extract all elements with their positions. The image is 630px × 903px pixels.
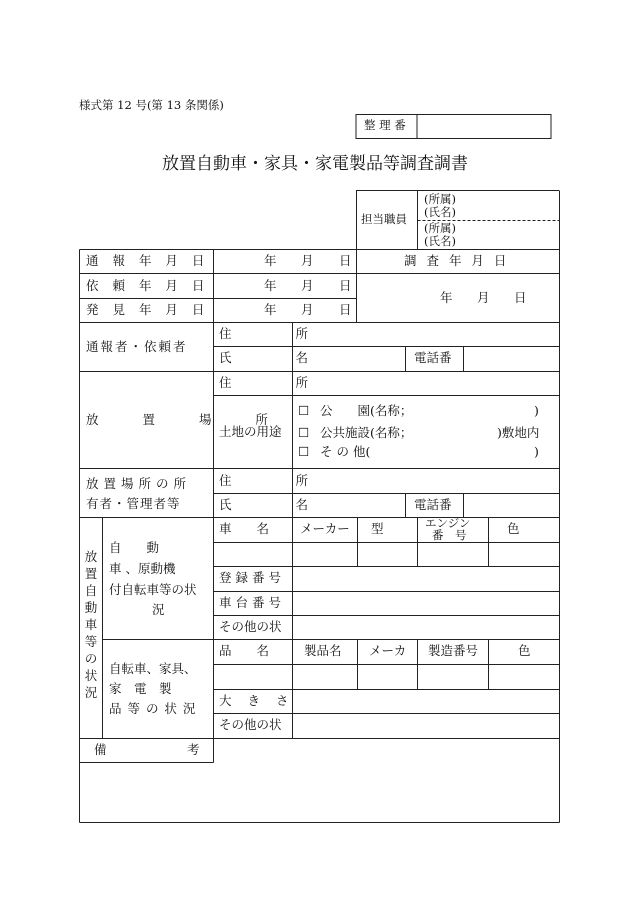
side-char-6: 等	[84, 634, 98, 649]
vehicle-other-label: その他の状	[219, 619, 282, 634]
vehicle-col-engine-1: エンジン	[425, 516, 471, 530]
goods-col-maker: メーカ	[369, 643, 407, 658]
owner-label-line2: 有者・管理者等	[86, 496, 181, 511]
survey-month: 月	[477, 290, 490, 305]
staff-name-2: (氏名)	[424, 234, 456, 248]
location-address-label: 住 所	[219, 375, 338, 390]
vehicle-label-3: 付自転車等の状	[109, 582, 197, 597]
staff-affiliation-2: (所属)	[424, 221, 456, 235]
owner-name-label: 氏 名	[219, 497, 338, 512]
side-char-4: 動	[84, 600, 98, 615]
report-date-label: 通 報 年 月 日	[86, 253, 210, 268]
option-other-end: )	[534, 444, 539, 459]
survey-date-label: 調 査 年 月 日	[404, 253, 510, 268]
discovery-month: 月	[301, 302, 314, 317]
seiri-label: 整 理 番	[364, 118, 406, 132]
remarks-label-right: 考	[187, 742, 200, 757]
remarks-label-left: 備	[94, 742, 107, 757]
side-char-3: 自	[84, 583, 98, 598]
staff-name-1: (氏名)	[424, 205, 456, 219]
location-label: 放 置 場 所	[86, 412, 288, 427]
goods-col-product: 製品名	[304, 643, 342, 658]
side-char-8: 状	[84, 668, 98, 683]
status-side-label	[80, 548, 102, 701]
request-month: 月	[301, 278, 314, 293]
option-other-checkbox[interactable]: ☐	[298, 444, 310, 459]
option-public-end: )敷地内	[497, 425, 540, 440]
side-char-7: の	[84, 651, 98, 666]
goods-col-name: 品 名	[219, 643, 270, 658]
land-use-label: 土地の用途	[219, 424, 282, 439]
side-char-9: 況	[84, 685, 98, 700]
reporter-phone-label: 電話番	[414, 350, 452, 365]
option-park-text: 公 園(名称；	[320, 403, 413, 418]
goods-label-1: 自転車、家具、	[109, 661, 197, 676]
goods-label-2: 家 電 製	[109, 681, 172, 696]
goods-other-label: その他の状	[219, 717, 282, 732]
owner-address-label: 住 所	[219, 473, 338, 488]
reporter-address-label: 住 所	[219, 326, 338, 341]
option-park-end: )	[534, 403, 539, 418]
vehicle-label-4: 況	[152, 602, 165, 617]
vehicle-col-model: 型	[371, 521, 384, 536]
discovery-date-label: 発 見 年 月 日	[86, 302, 210, 317]
reporter-name-label: 氏 名	[219, 350, 338, 365]
request-year: 年	[264, 278, 277, 293]
vehicle-label-2: 車 、原動機	[109, 561, 176, 576]
report-day: 日	[339, 253, 352, 268]
reporter-label: 通報者・依頼者	[86, 339, 188, 354]
survey-year: 年	[440, 290, 453, 305]
vehicle-col-engine-2: 番 号	[432, 528, 467, 542]
staff-label: 担当職員	[361, 212, 407, 226]
option-other-text: そ の 他(	[320, 444, 371, 459]
side-char-5: 車	[84, 617, 98, 632]
vehicle-chassis-label: 車台番号	[219, 595, 286, 610]
owner-label-line1: 放置場所の所	[86, 476, 192, 491]
report-year: 年	[264, 253, 277, 268]
goods-size-label: 大 き さ	[219, 693, 295, 708]
owner-phone-label: 電話番	[414, 497, 452, 512]
discovery-year: 年	[264, 302, 277, 317]
vehicle-col-maker: メーカー	[300, 521, 350, 536]
option-public-checkbox[interactable]: ☐	[298, 425, 310, 440]
vehicle-reg-no-label: 登録番号	[219, 570, 286, 585]
vehicle-col-name: 車 名	[219, 521, 270, 536]
survey-day: 日	[514, 290, 527, 305]
staff-affiliation-1: (所属)	[424, 192, 456, 206]
option-park-checkbox[interactable]: ☐	[298, 403, 310, 418]
vehicle-label-1: 自 動	[109, 540, 160, 555]
request-day: 日	[339, 278, 352, 293]
side-char-1: 放	[84, 549, 98, 564]
page-title: 放置自動車・家具・家電製品等調査調書	[162, 154, 468, 174]
goods-col-serial: 製造番号	[428, 643, 479, 658]
goods-label-3: 品 等 の 状 況	[109, 701, 197, 716]
option-public-text: 公共施設(名称；	[320, 425, 413, 440]
discovery-day: 日	[339, 302, 352, 317]
request-date-label: 依 頼 年 月 日	[86, 278, 210, 293]
side-char-2: 置	[84, 566, 98, 581]
form-number: 様式第 12 号(第 13 条関係)	[79, 98, 224, 112]
goods-col-color: 色	[518, 643, 531, 658]
vehicle-col-color: 色	[507, 521, 520, 536]
report-month: 月	[301, 253, 314, 268]
